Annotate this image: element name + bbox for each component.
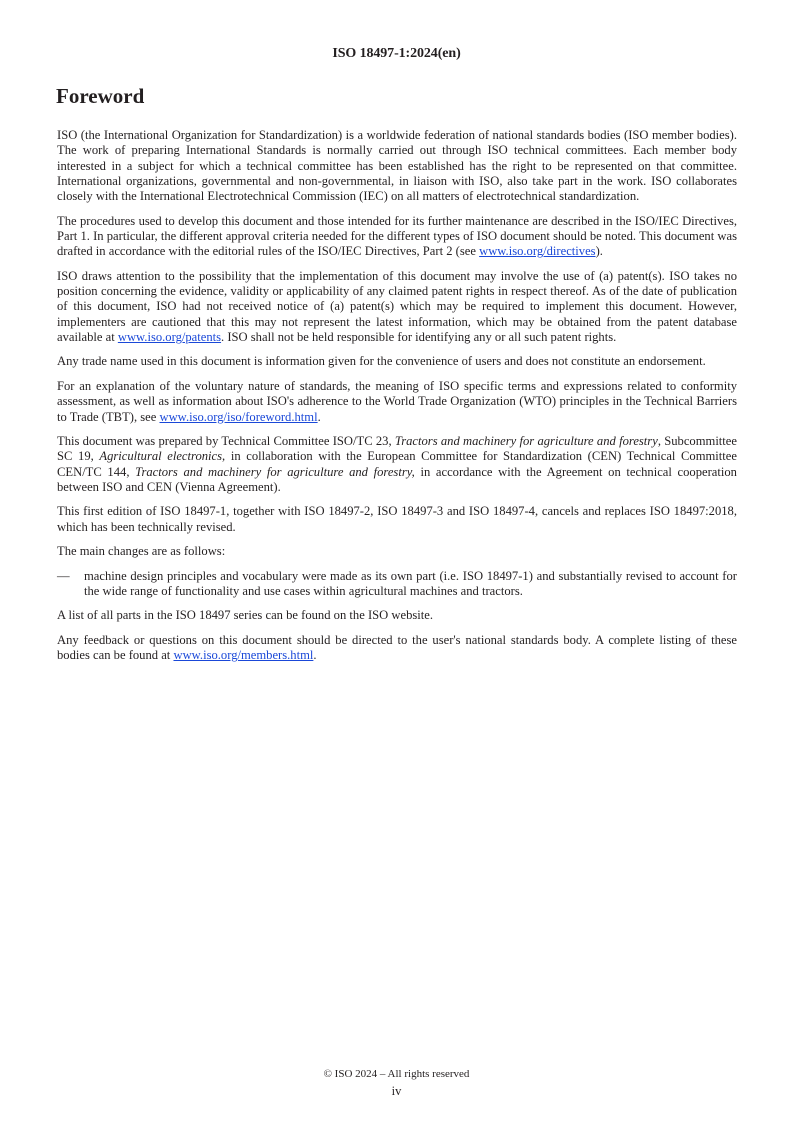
page-title: Foreword (56, 84, 145, 108)
list-item-text: machine design principles and vocabulary were made as its own part (i.e. ISO 18497-1) and substantially revised to account for the wide range of functionality and use cases within agricultural machines and tractors. (84, 568, 737, 598)
link-members[interactable]: www.iso.org/members.html (173, 648, 314, 663)
paragraph-iso-intro: ISO (the International Organization for Standardization) is a worldwide federation of national standards bodies (ISO member bodies). The work of preparing International Standards is normally carried out through ISO technical committees. Each member body interested in a subject for which a technical committee has been established has the right to be represented on that committee. International organizations, governmental and non-governmental, in liaison with ISO, also take part in the work. ISO collaborates closely with the International Electrotechnical Commission (IEC) on all matters of electrotechnical standardization. (57, 128, 737, 204)
text: in collaboration with the European Committee for Standardization (CEN) Technical Committee CEN/TC 144, (57, 449, 737, 479)
subcommittee-title: Agricultural electronics, (99, 449, 226, 464)
text: Any feedback or questions on this document should be directed to the user's national standards body. A complete listing of these bodies can be found at (57, 632, 737, 663)
paragraph-feedback (57, 633, 737, 664)
link-patents[interactable]: www.iso.org/patents (117, 329, 222, 344)
paragraph-trade-name: Any trade name used in this document is information given for the convenience of users and does not constitute an endorsement. (57, 354, 706, 369)
link-directives[interactable]: www.iso.org/directives (479, 244, 596, 259)
text: . ISO shall not be held responsible for identifying any or all such patent rights. (221, 329, 617, 344)
paragraph-patents (57, 269, 737, 345)
copyright-notice: © ISO 2024 – All rights reserved (323, 1068, 470, 1080)
text: For an explanation of the voluntary nature of standards, the meaning of ISO specific terms and expressions related to conformity assessment, as well as information about ISO's adherence to the World Trade Organization (WTO) principles in the Technical Barriers to Trade (TBT), see (57, 378, 737, 424)
text: in accordance with the Agreement on technical cooperation between ISO and CEN (Vienna Agreement). (57, 464, 737, 494)
paragraph-prepared-by (57, 434, 737, 495)
cen-committee-title: Tractors and machinery for agriculture and forestry, (135, 464, 415, 479)
paragraph-procedures (57, 214, 737, 260)
text: ). (595, 244, 603, 259)
committee-title: Tractors and machinery for agriculture and forestry (394, 433, 658, 448)
changes-list (57, 569, 737, 600)
link-foreword[interactable]: www.iso.org/iso/foreword.html (159, 409, 318, 424)
paragraph-main-changes: The main changes are as follows: (57, 544, 226, 559)
paragraph-voluntary-nature (57, 379, 737, 425)
document-header: ISO 18497-1:2024(en) (332, 46, 461, 61)
text: This document was prepared by Technical Committee ISO/TC 23, (57, 433, 395, 448)
text: The procedures used to develop this document and those intended for its further maintenance are described in the ISO/IEC Directives, Part 1. In particular, the different approval criteria needed for the different types of ISO document should be noted. This document was drafted in accordance with the editorial rules of the ISO/IEC Directives, Part 2 (see (57, 213, 737, 259)
text: . (317, 409, 321, 424)
text: , Subcommittee SC 19, (57, 433, 737, 464)
page-number: iv (391, 1084, 402, 1098)
paragraph-edition: This first edition of ISO 18497-1, together with ISO 18497-2, ISO 18497-3 and ISO 18497-4, cancels and replaces ISO 18497:2018, which has been technically revised. (57, 504, 737, 534)
list-item (57, 569, 737, 600)
dash-bullet-icon: — (57, 568, 70, 583)
text: . (313, 648, 317, 663)
text: ISO draws attention to the possibility that the implementation of this document may involve the use of (a) patent(s). ISO takes no position concerning the evidence, validity or applicability of any claimed patent rights in respect thereof. As of the date of publication of this document, ISO had not received notice of (a) patent(s) which may be required to implement this document. However, implementers are cautioned that this may not represent the latest information, which may be obtained from the patent database available at (57, 268, 737, 344)
page-footer (0, 1066, 793, 1100)
paragraph-parts-list: A list of all parts in the ISO 18497 series can be found on the ISO website. (57, 608, 433, 623)
foreword-body (57, 128, 737, 673)
